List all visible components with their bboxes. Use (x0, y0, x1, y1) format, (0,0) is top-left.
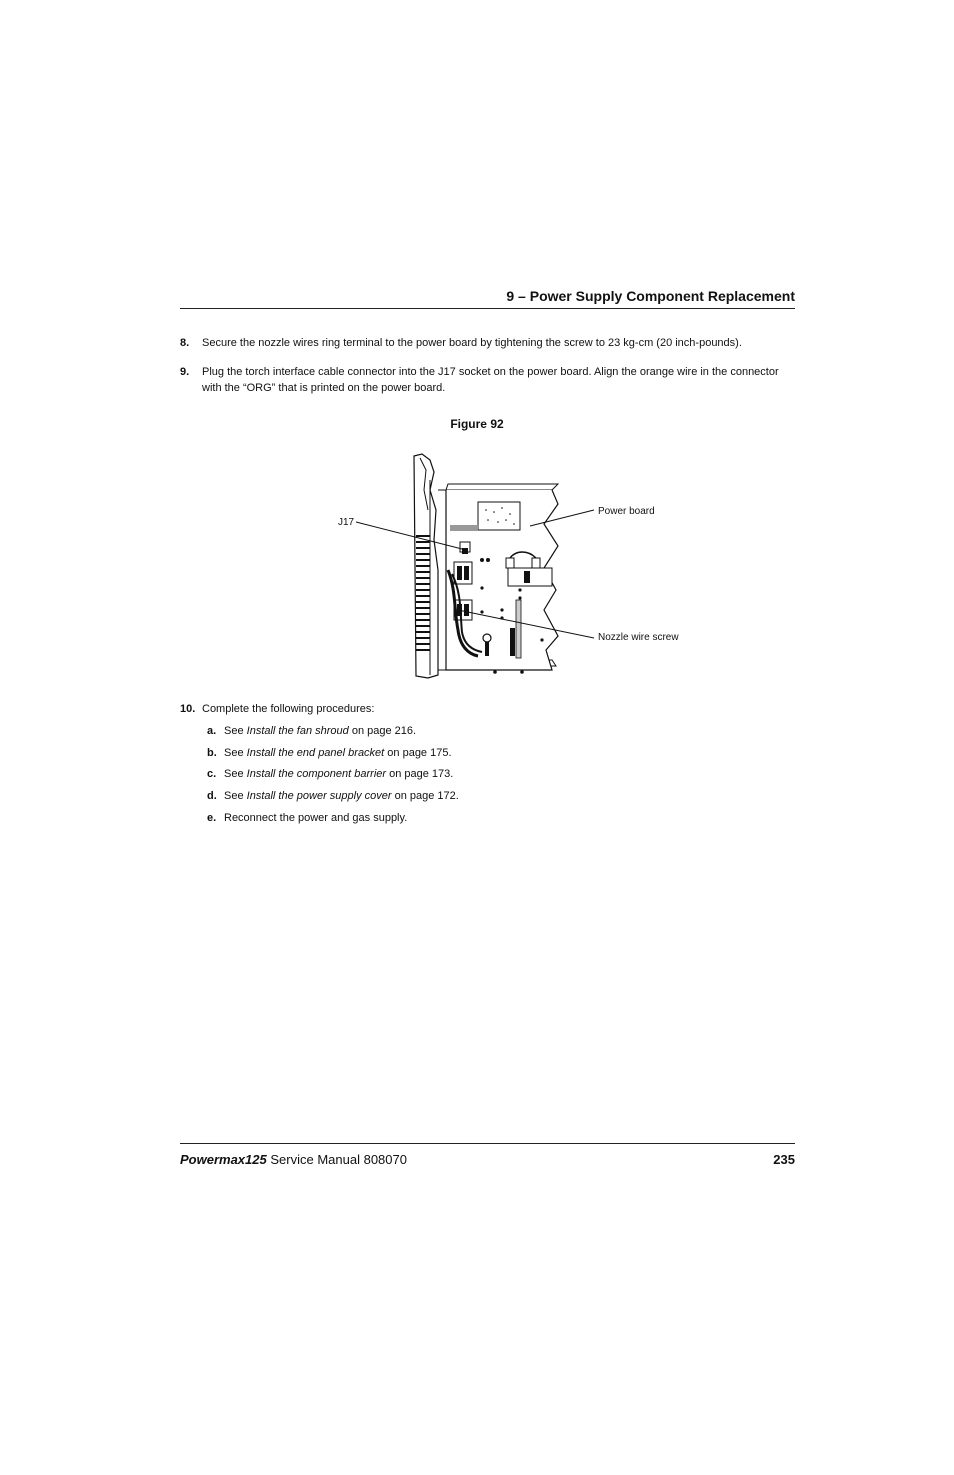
footer-rule (180, 1143, 795, 1144)
callout-nozzle-wire-screw: Nozzle wire screw (598, 632, 679, 643)
substep-d: d. See Install the power supply cover on page 172. (207, 790, 459, 802)
step-8 (180, 335, 795, 351)
substep-letter: c. (207, 768, 217, 780)
step-number: 8. (180, 337, 190, 349)
power-board-illustration (330, 450, 690, 685)
substep-letter: a. (207, 725, 217, 737)
step-text: Complete the following procedures: (202, 703, 375, 715)
substep-b: b. See Install the end panel bracket on page 175. (207, 747, 452, 759)
cross-reference-link[interactable]: Install the fan shroud (246, 725, 349, 737)
cross-reference-link[interactable]: Install the end panel bracket (246, 747, 385, 759)
figure-92 (330, 450, 690, 685)
footer-manual: Service Manual (270, 1152, 360, 1167)
substep-c: c. See Install the component barrier on page 173. (207, 768, 454, 780)
cross-reference-link[interactable]: Install the power supply cover (246, 790, 392, 802)
step-number: 10. (180, 703, 196, 715)
substep-letter: e. (207, 812, 217, 824)
page-number: 235 (773, 1152, 795, 1167)
callout-j17: J17 (338, 517, 355, 528)
step-text: Secure the nozzle wires ring terminal to the power board by tightening the screw to 23 kg-cm (20 inch-pounds). (202, 337, 742, 349)
footer-brand: Powermax125 (180, 1152, 267, 1167)
substep-a: a. See Install the fan shroud on page 216. (207, 725, 417, 737)
footer-manual-info (180, 1152, 407, 1167)
substep-letter: b. (207, 747, 217, 759)
step-number: 9. (180, 366, 190, 378)
step-9 (180, 364, 795, 396)
step-10 (180, 701, 795, 717)
substep-e: e. Reconnect the power and gas supply. (207, 812, 408, 824)
callout-power-board: Power board (598, 506, 655, 517)
figure-caption: Figure 92 (450, 417, 504, 431)
chapter-title: 9 – Power Supply Component Replacement (506, 288, 795, 304)
substep-letter: d. (207, 790, 217, 802)
header-rule (180, 308, 795, 309)
cross-reference-link[interactable]: Install the component barrier (246, 768, 387, 780)
step-text: Plug the torch interface cable connector into the J17 socket on the power board. Align the orange wire in the connector with the “ORG” that is printed on the power board. (202, 366, 779, 394)
footer-part-number: 808070 (363, 1152, 407, 1167)
